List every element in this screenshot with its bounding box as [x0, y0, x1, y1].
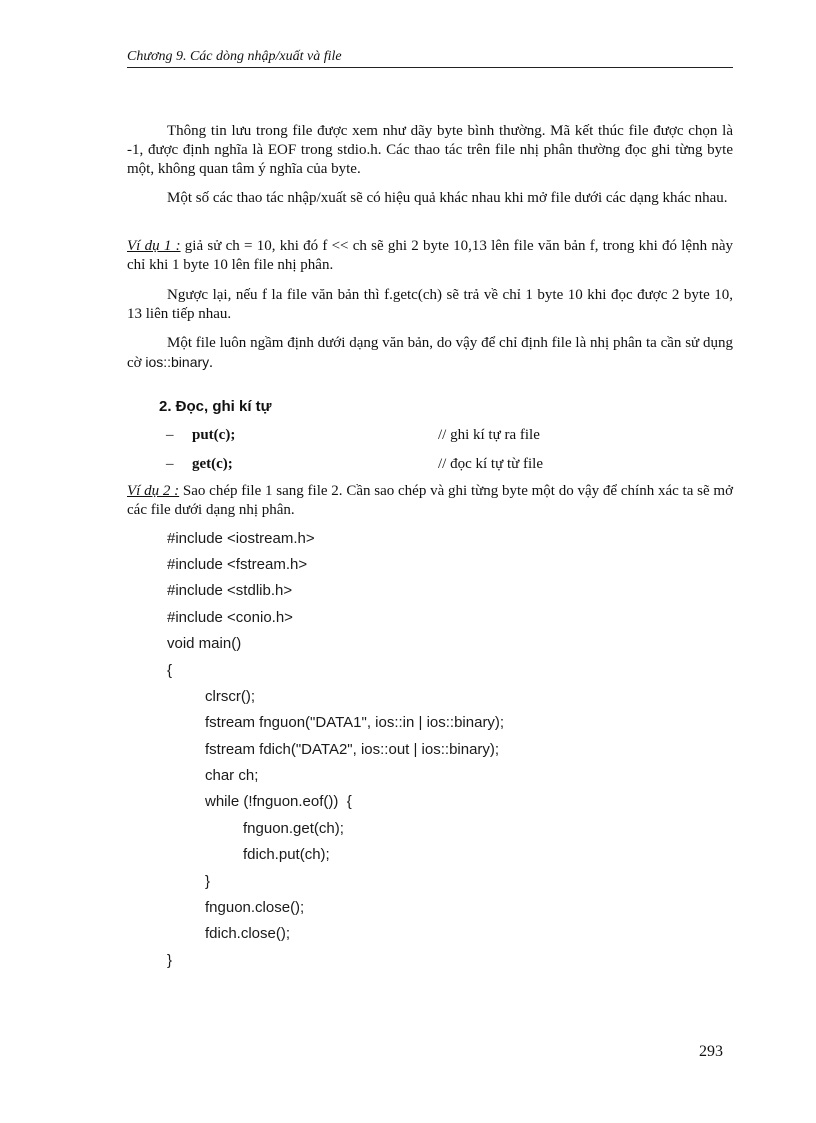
- header-rule: [127, 67, 733, 68]
- paragraph-example-1: [127, 237, 733, 275]
- example-1-label: Ví dụ 1 :: [127, 238, 181, 254]
- paragraph-binary-file-info: Thông tin lưu trong file được xem như dãy byte bình thường. Mã kết thúc file được chọn là -1, được định nghĩa là EOF trong stdio.h. Các thao tác trên file nhị phân thường đọc ghi từng byte một, không quan tâm ý nghĩa của byte.: [127, 123, 733, 177]
- binary-flag-code: ios::binary: [145, 354, 210, 370]
- bullet-dash: –: [166, 427, 174, 443]
- paragraph-io-operations: Một số các thao tác nhập/xuất sẽ có hiệu quả khác nhau khi mở file dưới các dạng khác nhau.: [167, 190, 728, 206]
- section-title: 2. Đọc, ghi kí tự: [159, 398, 272, 415]
- example-2-text: Sao chép file 1 sang file 2. Cần sao chép và ghi từng byte một do vậy để chính xác ta sẽ mở các file dưới dạng nhị phân.: [127, 483, 734, 518]
- code-line: while (!fnguon.eof()) {: [205, 793, 352, 810]
- example-2-label: Ví dụ 2 :: [127, 483, 180, 499]
- code-line: fnguon.close();: [205, 899, 305, 916]
- example-1-text: giả sử ch = 10, khi đó f << ch sẽ ghi 2 byte 10,13 lên file văn bản f, trong khi đó lệnh này chỉ khi 1 byte 10 lên file nhị phân.: [127, 238, 733, 273]
- binary-flag-text: Một file luôn ngầm định dưới dạng văn bản, do vậy để chỉ định file là nhị phân ta cần sử dụng cờ: [127, 335, 733, 371]
- code-line: #include <iostream.h>: [167, 530, 315, 547]
- code-line: }: [205, 873, 211, 890]
- binary-flag-end: .: [209, 355, 213, 371]
- code-line: void main(): [167, 635, 242, 652]
- code-line: }: [167, 952, 173, 969]
- bullet-function: put(c);: [192, 427, 236, 443]
- code-line: #include <conio.h>: [167, 609, 293, 626]
- running-header: Chương 9. Các dòng nhập/xuất và file: [127, 49, 342, 64]
- bullet-comment: // đọc kí tự từ file: [438, 456, 543, 472]
- paragraph-binary-flag: [127, 334, 733, 373]
- paragraph-example-2: [127, 482, 733, 520]
- code-line: fnguon.get(ch);: [243, 820, 344, 837]
- bullet-comment: // ghi kí tự ra file: [438, 427, 540, 443]
- page-number: 293: [699, 1043, 723, 1060]
- bullet-dash: –: [166, 456, 174, 472]
- bullet-function: get(c);: [192, 456, 233, 472]
- code-line: #include <stdlib.h>: [167, 582, 293, 599]
- code-line: {: [167, 662, 173, 679]
- code-line: char ch;: [205, 767, 259, 784]
- code-line: fdich.close();: [205, 925, 291, 942]
- code-line: clrscr();: [205, 688, 255, 705]
- code-line: #include <fstream.h>: [167, 556, 308, 573]
- code-line: fdich.put(ch);: [243, 846, 330, 863]
- paragraph-getc: Ngược lại, nếu f la file văn bản thì f.getc(ch) sẽ trả về chỉ 1 byte 10 khi đọc được 2 byte 10, 13 liên tiếp nhau.: [127, 287, 733, 322]
- code-line: fstream fdich("DATA2", ios::out | ios::binary);: [205, 741, 500, 758]
- code-line: fstream fnguon("DATA1", ios::in | ios::binary);: [205, 714, 505, 731]
